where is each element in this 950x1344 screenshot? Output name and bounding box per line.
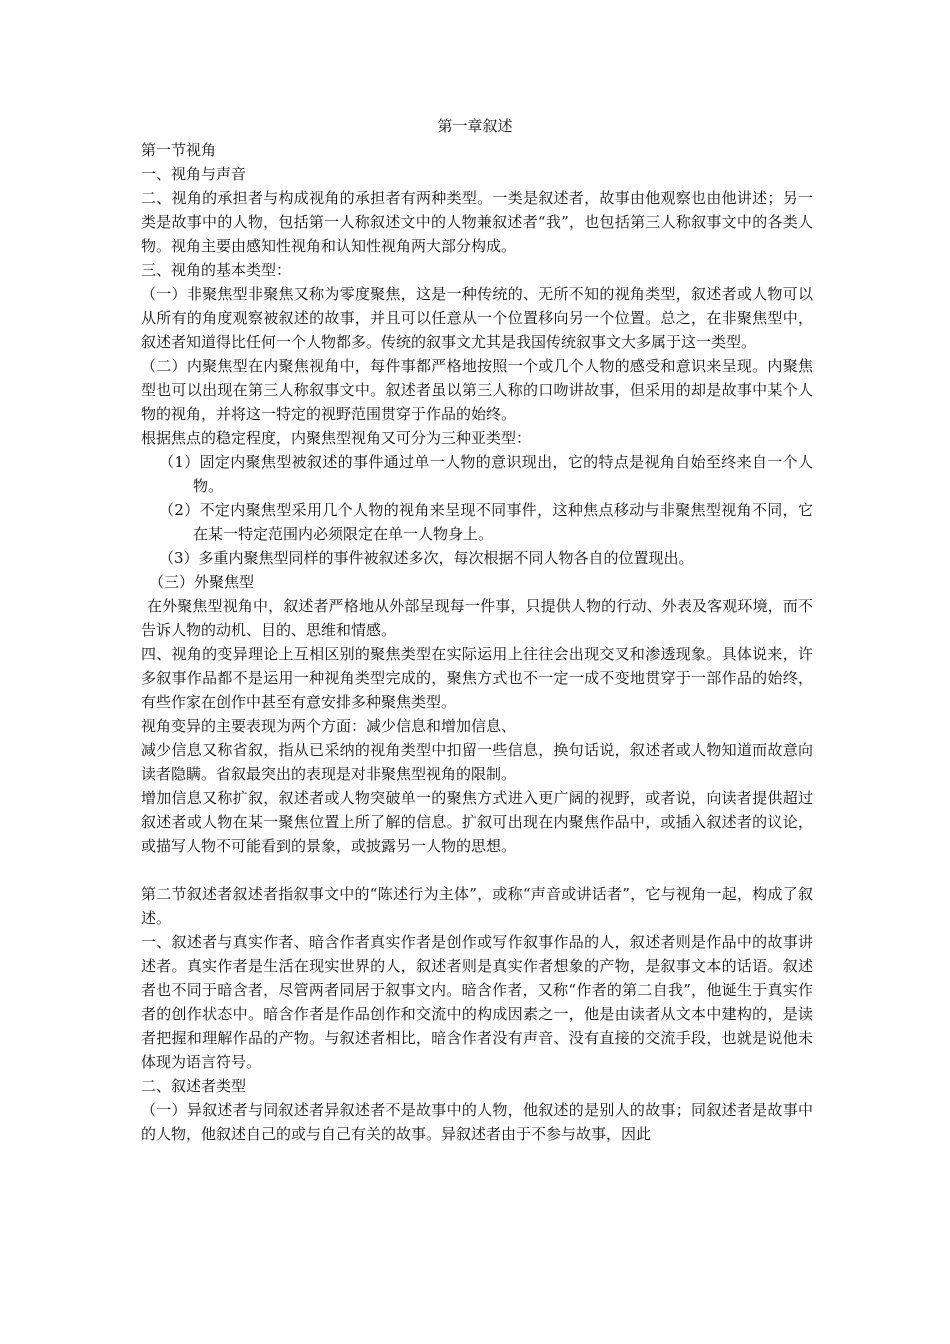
- paragraph: 二、视角的承担者与构成视角的承担者有两种类型。一类是叙述者，故事由他观察也由他讲述；另一类是故事中的人物，包括第一人称叙述文中的人物兼叙述者“我”，也包括第三人称叙事文中的各类人物。视角主要由感知性视角和认知性视角两大部分构成。: [141, 189, 813, 255]
- chapter-title: 第一章叙述: [437, 117, 513, 135]
- subsection-heading: （三）外聚焦型: [149, 573, 255, 591]
- subsection-heading: 二、叙述者类型: [141, 1077, 247, 1095]
- document-body: [141, 138, 813, 1146]
- blank-line: [141, 858, 813, 882]
- subsection-heading: 三、视角的基本类型：: [141, 261, 292, 279]
- paragraph: 减少信息又称省叙，指从已采纳的视角类型中扣留一些信息，换句话说，叙述者或人物知道而故意向读者隐瞒。省叙最突出的表现是对非聚焦型视角的限制。: [141, 741, 813, 783]
- paragraph: 根据焦点的稳定程度，内聚焦型视角又可分为三种亚类型：: [141, 429, 532, 447]
- paragraph: 视角变异的主要表现为两个方面：减少信息和增加信息、: [141, 717, 517, 735]
- paragraph: 在外聚焦型视角中，叙述者严格地从外部呈现每一件事，只提供人物的行动、外表及客观环境，而不告诉人物的动机、目的、思维和情感。: [141, 597, 813, 639]
- paragraph: （一）异叙述者与同叙述者异叙述者不是故事中的人物，他叙述的是别人的故事；同叙述者是故事中的人物，他叙述自己的或与自己有关的故事。异叙述者由于不参与故事，因此: [141, 1101, 813, 1143]
- subsection-heading: 一、视角与声音: [141, 165, 247, 183]
- paragraph: 一、叙述者与真实作者、暗含作者真实作者是创作或写作叙事作品的人，叙述者则是作品中的故事讲述者。真实作者是生活在现实世界的人，叙述者则是真实作者想象的产物，是叙事文本的话语。叙述者也不同于暗含者，尽管两者同居于叙事文内。暗含作者，又称“作者的第二自我”，他诞生于真实作者的创作状态中。暗含作者是作品创作和交流中的构成因素之一，他是由读者从文本中建构的，是读者把握和理解作品的产物。与叙述者相比，暗含作者没有声音、没有直接的交流手段，也就是说他未体现为语言符号。: [141, 933, 813, 1071]
- section-heading: 第一节视角: [141, 141, 217, 159]
- paragraph: （二）内聚焦型在内聚焦视角中，每件事都严格地按照一个或几个人物的感受和意识来呈现。内聚焦型也可以出现在第三人称叙事文中。叙述者虽以第三人称的口吻讲故事，但采用的却是故事中某个人物的视角，并将这一特定的视野范围贯穿于作品的始终。: [141, 357, 813, 423]
- paragraph: （一）非聚焦型非聚焦又称为零度聚焦，这是一种传统的、无所不知的视角类型，叙述者或人物可以从所有的角度观察被叙述的故事，并且可以任意从一个位置移向另一个位置。总之，在非聚焦型中，叙述者知道得比任何一个人物都多。传统的叙事文尤其是我国传统叙事文大多属于这一类型。: [141, 285, 813, 351]
- list-item: （1）固定内聚焦型被叙述的事件通过单一人物的意识现出，它的特点是视角自始至终来自一个人物。: [159, 453, 813, 495]
- list-item: （2）不定内聚焦型采用几个人物的视角来呈现不同事件，这种焦点移动与非聚焦型视角不同，它在某一特定范围内必须限定在单一人物身上。: [159, 501, 813, 543]
- paragraph: 增加信息又称扩叙，叙述者或人物突破单一的聚焦方式进入更广阔的视野，或者说，向读者提供超过叙述者或人物在某一聚焦位置上所了解的信息。扩叙可出现在内聚焦作品中，或插入叙述者的议论，或描写人物不可能看到的景象，或披露另一人物的思想。: [141, 789, 813, 855]
- list-item: （3）多重内聚焦型同样的事件被叙述多次，每次根据不同人物各自的位置现出。: [159, 549, 694, 567]
- paragraph: 四、视角的变异理论上互相区别的聚焦类型在实际运用上往往会出现交叉和渗透现象。具体说来，许多叙事作品都不是运用一种视角类型完成的，聚焦方式也不一定一成不变地贯穿于一部作品的始终，有些作家在创作中甚至有意安排多种聚焦类型。: [141, 645, 813, 711]
- section-heading: 第二节叙述者叙述者指叙事文中的“陈述行为主体”，或称“声音或讲话者”，它与视角一起，构成了叙述。: [141, 885, 813, 927]
